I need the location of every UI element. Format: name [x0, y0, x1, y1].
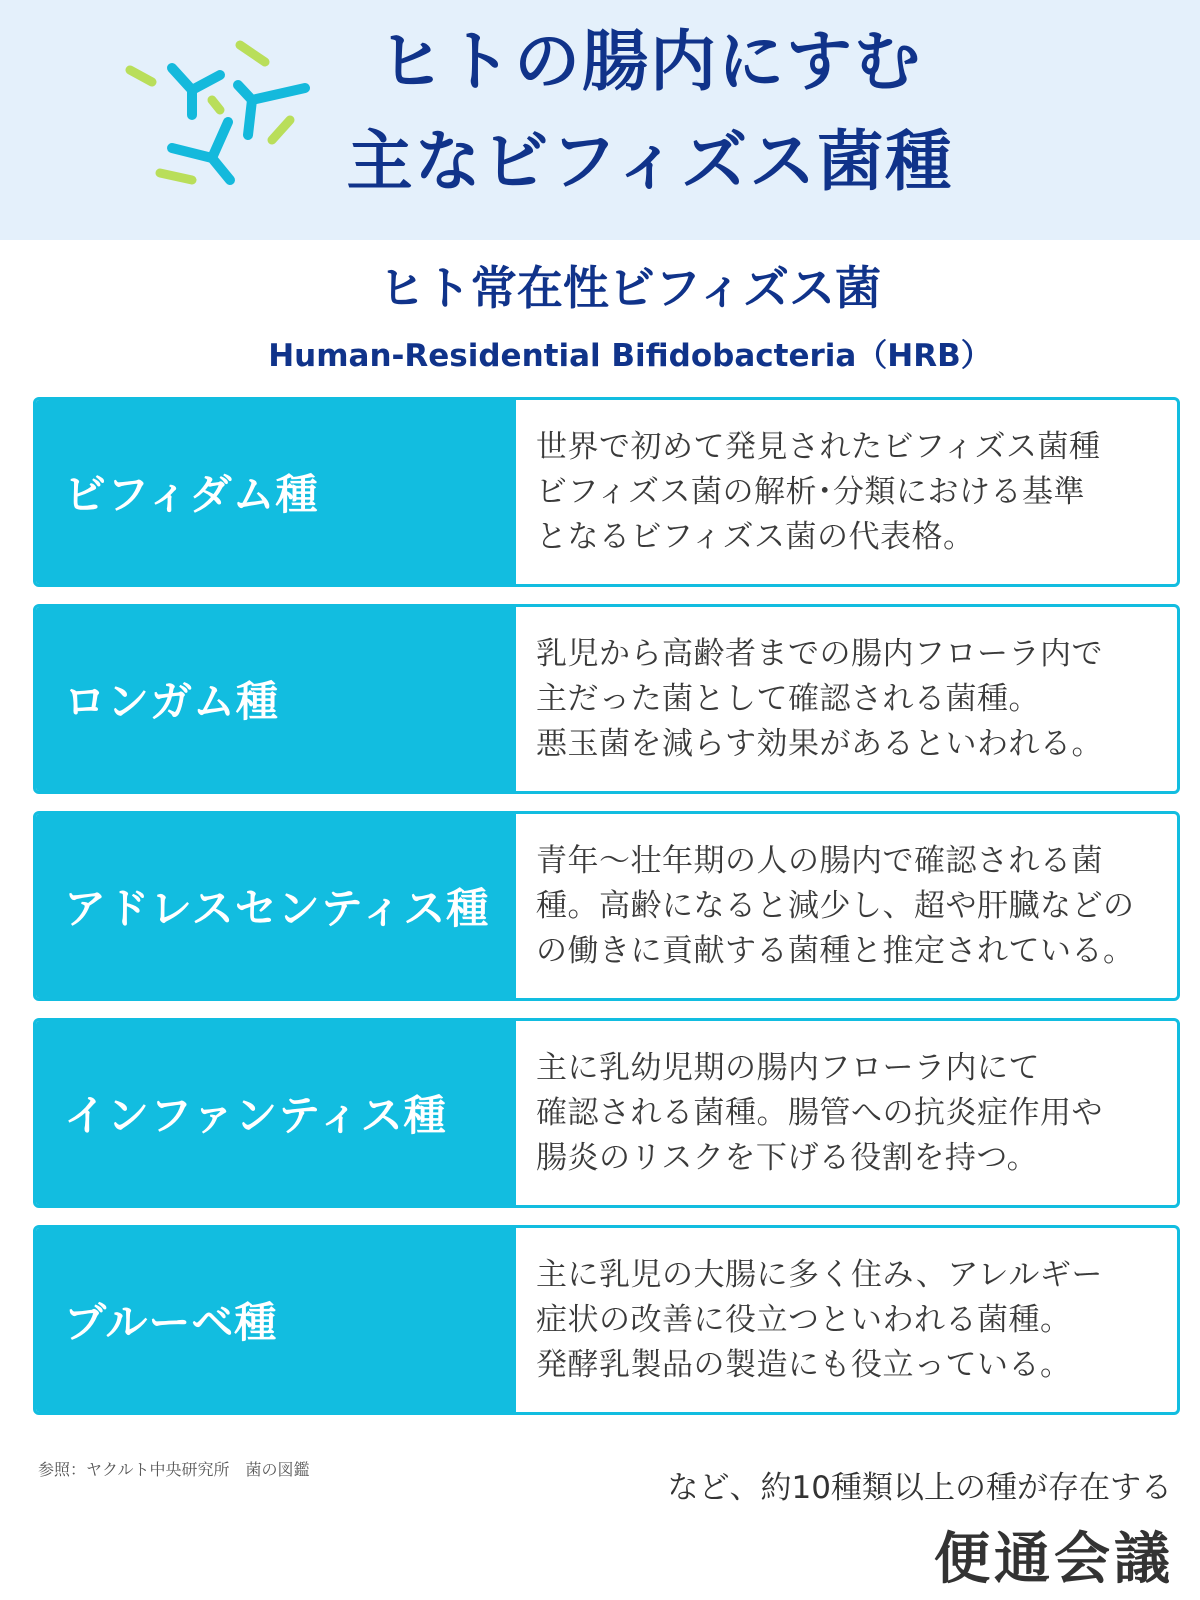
species-name-cell: [36, 400, 516, 584]
header: [0, 0, 1200, 240]
description-line: 主に乳幼児期の腸内フローラ内にて: [536, 1049, 1040, 1086]
species-description: [536, 1021, 1167, 1205]
species-name: インファンティス種: [64, 1091, 447, 1140]
species-name-cell: [36, 1021, 516, 1205]
description-line: となるビフィズス菌の代表格。: [536, 518, 975, 555]
description-line: 症状の改善に役立つといわれる菌種。: [536, 1301, 1072, 1338]
description-line: 種。高齢になると減少し、超や肝臓などの: [536, 887, 1135, 924]
species-name: ロンガム種: [64, 677, 280, 726]
description-line: 世界で初めて発見されたビフィズス菌種: [536, 428, 1101, 465]
description-line: 青年〜壮年期の人の腸内で確認される菌: [536, 842, 1103, 879]
description-line: 腸炎のリスクを下げる役割を持つ。: [536, 1139, 1039, 1176]
species-name-cell: [36, 1228, 516, 1412]
species-description: [536, 814, 1167, 998]
species-row-longum: [33, 604, 1180, 794]
species-name: ビフィダム種: [64, 470, 319, 519]
species-description: [536, 607, 1167, 791]
subtitle-english: Human-Residential Bifidobacteria（HRB）: [268, 338, 992, 374]
description-line: 乳児から高齢者までの腸内フローラ内で: [536, 635, 1103, 672]
footnote: など、約10種類以上の種が存在する: [667, 1470, 1172, 1506]
description-line: 主に乳児の大腸に多く住み、アレルギー: [536, 1256, 1103, 1293]
species-row-adolescentis: [33, 811, 1180, 1001]
species-name: ブルーベ種: [64, 1298, 278, 1347]
species-description: [536, 400, 1167, 584]
species-name-cell: [36, 607, 516, 791]
species-name: アドレスセンティス種: [64, 884, 490, 933]
species-row-breve: [33, 1225, 1180, 1415]
subtitle-japanese: ヒト常在性ビフィズス菌: [378, 261, 882, 315]
description-line: 悪玉菌を減らす効果があるといわれる。: [536, 725, 1103, 762]
page-title-line-1: ヒトの腸内にすむ: [378, 23, 922, 100]
description-line: 確認される菌種。腸管への抗炎症作用や: [536, 1094, 1103, 1131]
brand-logo: 便通会議: [934, 1527, 1174, 1592]
species-description: [536, 1228, 1167, 1412]
description-line: 発酵乳製品の製造にも役立っている。: [536, 1346, 1072, 1383]
description-line: の働きに貢献する菌種と推定されている。: [536, 932, 1135, 969]
description-line: ビフィズス菌の解析･分類における基準: [536, 473, 1086, 510]
species-name-cell: [36, 814, 516, 998]
description-line: 主だった菌として確認される菌種。: [536, 680, 1040, 717]
source-citation: 参照：ヤクルト中央研究所 菌の図鑑: [38, 1460, 310, 1479]
page-title-line-2: 主なビフィズス菌種: [346, 123, 954, 200]
species-row-infantis: [33, 1018, 1180, 1208]
species-row-bifidum: [33, 397, 1180, 587]
